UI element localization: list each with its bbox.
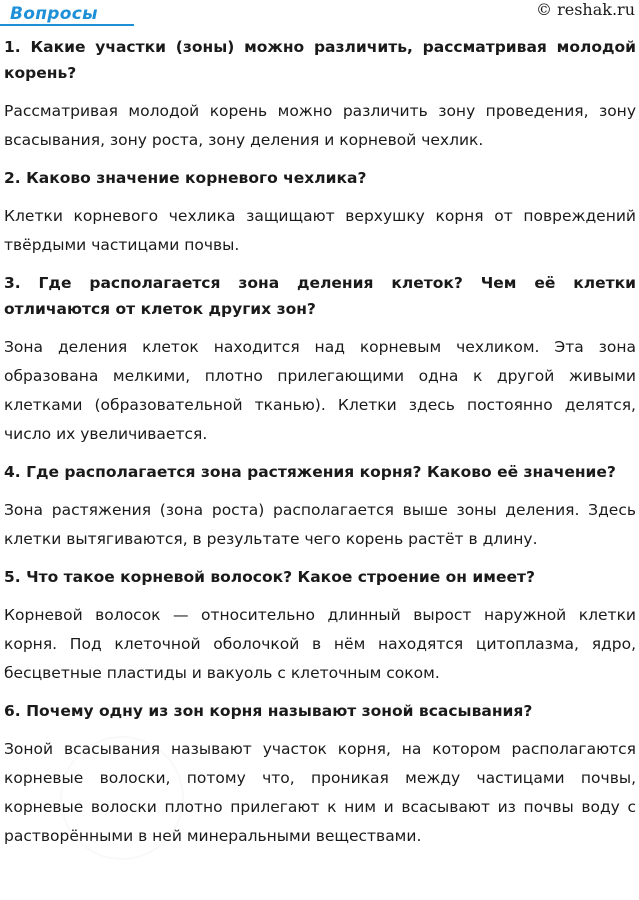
answer-text: Зона деления клеток находится над корневым чехликом. Эта зона образована мелкими, плотно прилегающими одна к другой живыми клетками (образовательной тканью). Клетки здесь постоянно делятся, число их увеличивается.	[4, 338, 636, 443]
question-text: 2. Каково значение корневого чехлика?	[4, 169, 367, 187]
qa-item-3	[4, 270, 636, 449]
answer-text: Рассматривая молодой корень можно различить зону проведения, зону всасывания, зону роста, зону деления и корневой чехлик.	[4, 102, 636, 149]
section-title-underline	[0, 24, 134, 26]
copyright-notice: © reshak.ru	[536, 0, 635, 19]
qa-item-5	[4, 564, 636, 688]
qa-item-6	[4, 698, 636, 851]
question-text: 4. Где располагается зона растяжения корня? Каково её значение?	[4, 463, 616, 481]
answer-text: Зоной всасывания называют участок корня, на котором располагаются корневые волоски, потому что, проникая между частицами почвы, корневые волоски плотно прилегают к ним и всасывают из почвы воду с растворёнными в ней минеральными веществами.	[4, 740, 636, 845]
qa-item-4	[4, 459, 636, 554]
answer-text: Зона растяжения (зона роста) располагается выше зоны деления. Здесь клетки вытягиваются, в результате чего корень растёт в длину.	[4, 501, 636, 548]
answer-text: Корневой волосок — относительно длинный вырост наружной клетки корня. Под клеточной оболочкой в нём находятся цитоплазма, ядро, бесцветные пластиды и вакуоль с клеточным соком.	[4, 606, 636, 682]
answer-text: Клетки корневого чехлика защищают верхушку корня от повреждений твёрдыми частицами почвы.	[4, 207, 636, 254]
question-text: 3. Где располагается зона деления клеток? Чем её клетки отличаются от клеток других зон?	[4, 274, 636, 318]
qa-item-2	[4, 165, 636, 260]
question-text: 6. Почему одну из зон корня называют зоной всасывания?	[4, 702, 533, 720]
qa-item-1	[4, 34, 636, 155]
qa-list	[4, 34, 636, 861]
question-text: 1. Какие участки (зоны) можно различить, рассматривая молодой корень?	[4, 38, 636, 82]
section-title: Вопросы	[10, 4, 98, 24]
page-header	[0, 0, 639, 30]
question-text: 5. Что такое корневой волосок? Какое строение он имеет?	[4, 568, 535, 586]
